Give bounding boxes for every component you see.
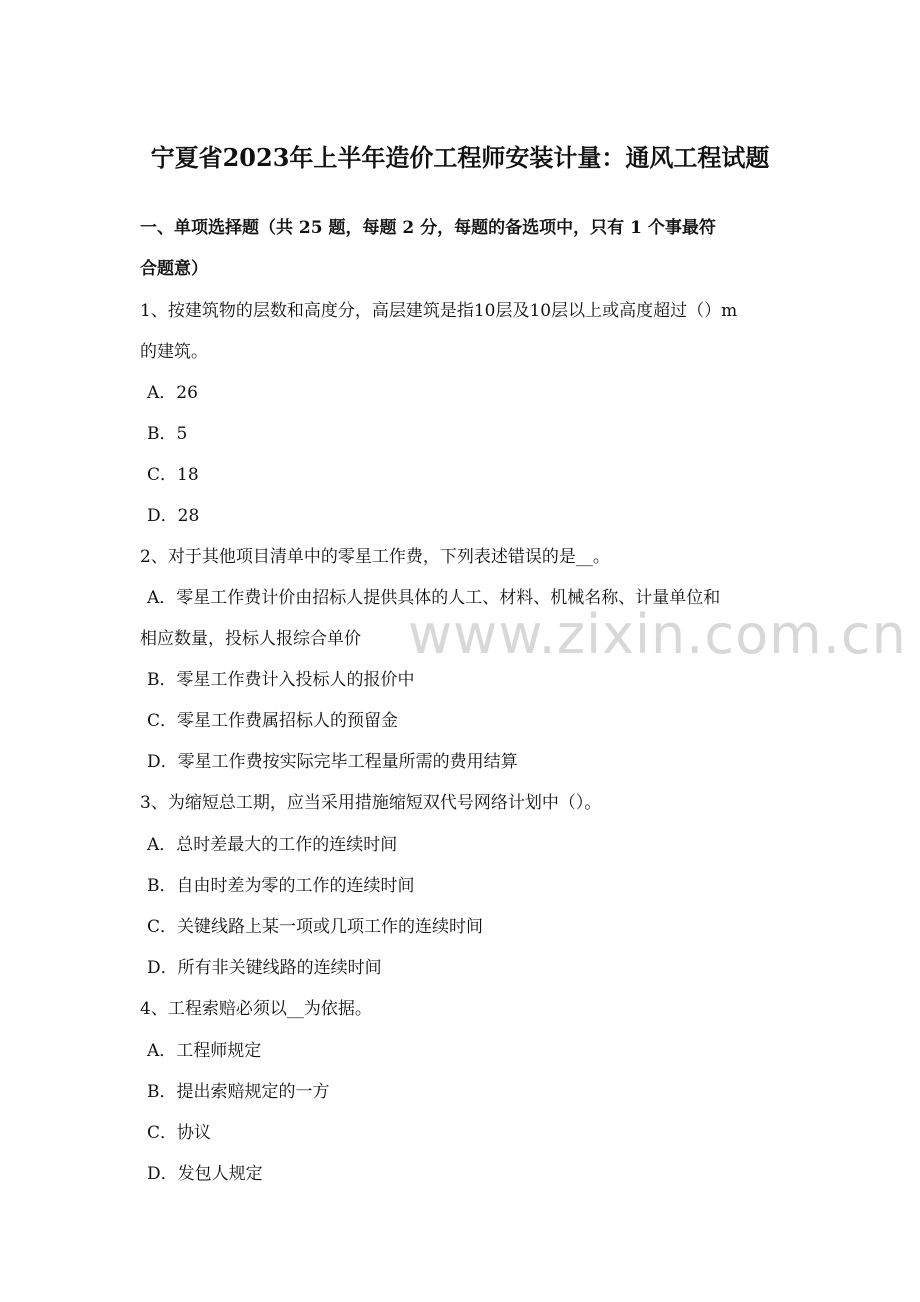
- question-2-option-a: A．零星工作费计价由招标人提供具体的人工、材料、机械名称、计量单位和: [147, 588, 721, 608]
- question-2-option-b: B．零星工作费计入投标人的报价中: [147, 670, 415, 690]
- question-4-option-c: C．协议: [147, 1123, 212, 1143]
- question-4-option-d: D．发包人规定: [147, 1164, 263, 1184]
- question-1-option-d: D．28: [147, 506, 200, 526]
- question-1-stem-continued: 的建筑。: [140, 342, 208, 362]
- question-2-option-d: D．零星工作费按实际完毕工程量所需的费用结算: [147, 752, 518, 772]
- question-4-option-a: A．工程师规定: [147, 1041, 262, 1061]
- question-1-option-a: A．26: [147, 383, 198, 403]
- question-4-stem: 4、工程索赔必须以__为依据。: [140, 999, 372, 1019]
- question-2-option-c: C．零星工作费属招标人的预留金: [147, 711, 399, 731]
- watermark: www.zixin.com.cn: [408, 603, 907, 666]
- question-3-option-b: B．自由时差为零的工作的连续时间: [147, 876, 415, 896]
- question-3-stem: 3、为缩短总工期，应当采用措施缩短双代号网络计划中（）。: [140, 793, 602, 813]
- page-title: 宁夏省2023年上半年造价工程师安装计量：通风工程试题: [150, 143, 770, 172]
- section-heading-continued: 合题意）: [140, 259, 208, 279]
- question-2-stem: 2、对于其他项目清单中的零星工作费，下列表述错误的是__。: [140, 547, 610, 567]
- question-1-option-b: B．5: [147, 424, 188, 444]
- section-heading: 一、单项选择题（共 25 题，每题 2 分，每题的备选项中，只有 1 个事最符: [140, 218, 716, 238]
- question-3-option-d: D．所有非关键线路的连续时间: [147, 958, 382, 978]
- question-1-option-c: C．18: [147, 465, 199, 485]
- question-1-stem: 1、按建筑物的层数和高度分，高层建筑是指10层及10层以上或高度超过（）m: [140, 301, 738, 321]
- question-3-option-c: C．关键线路上某一项或几项工作的连续时间: [147, 917, 484, 937]
- question-3-option-a: A．总时差最大的工作的连续时间: [147, 835, 398, 855]
- question-4-option-b: B．提出索赔规定的一方: [147, 1082, 330, 1102]
- question-2-option-a-continued: 相应数量，投标人报综合单价: [140, 629, 361, 649]
